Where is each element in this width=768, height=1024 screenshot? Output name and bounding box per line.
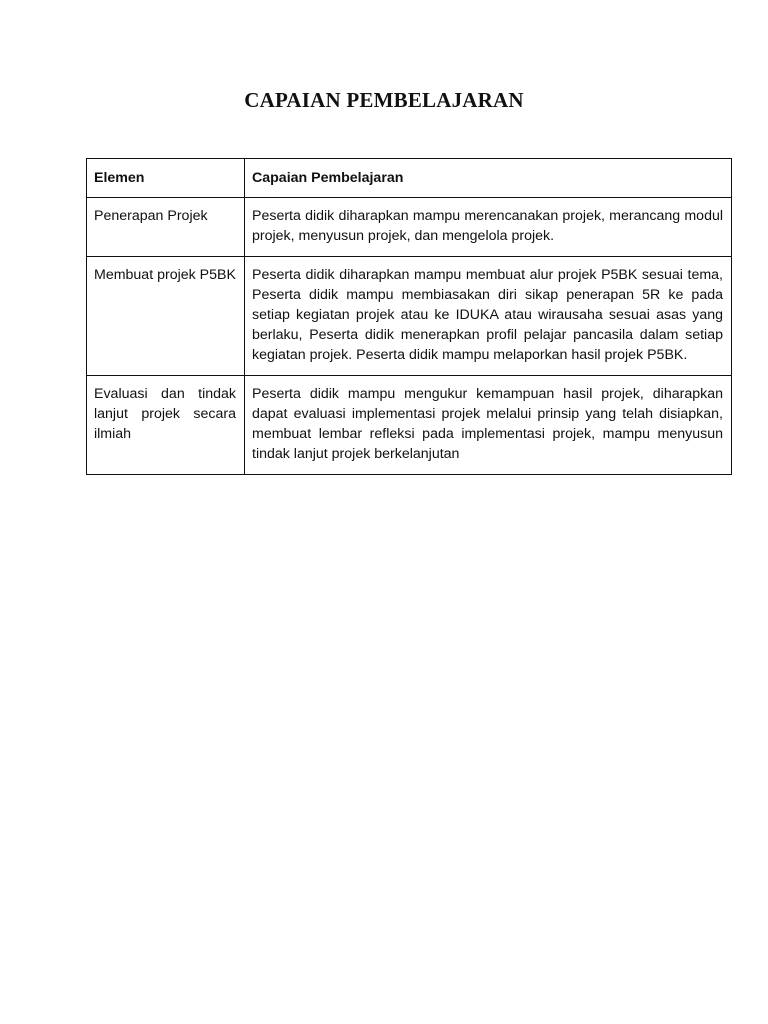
elemen-cell: Penerapan Projek bbox=[87, 198, 245, 257]
header-capaian-pembelajaran: Capaian Pembelajaran bbox=[245, 159, 732, 198]
table-row bbox=[87, 198, 732, 257]
table-row bbox=[87, 257, 732, 376]
capaian-cell: Peserta didik mampu mengukur kemampuan hasil projek, diharapkan dapat evaluasi implementasi projek melalui prinsip yang telah disiapkan, membuat lembar refleksi pada implementasi projek, mampu menyusun tindak lanjut projek berkelanjutan bbox=[245, 376, 732, 475]
table-header-row bbox=[87, 159, 732, 198]
header-elemen: Elemen bbox=[87, 159, 245, 198]
table-row bbox=[87, 376, 732, 475]
capaian-cell: Peserta didik diharapkan mampu membuat alur projek P5BK sesuai tema, Peserta didik mampu membiasakan diri sikap penerapan 5R ke pada setiap kegiatan projek atau ke IDUKA atau wirausaha sesuai asas yang berlaku, Peserta didik menerapkan profil pelajar pancasila dalam setiap kegiatan projek. Peserta didik mampu melaporkan hasil projek P5BK. bbox=[245, 257, 732, 376]
elemen-cell: Membuat projek P5BK bbox=[87, 257, 245, 376]
capaian-cell: Peserta didik diharapkan mampu merencanakan projek, merancang modul projek, menyusun projek, dan mengelola projek. bbox=[245, 198, 732, 257]
learning-outcomes-table bbox=[86, 158, 732, 475]
elemen-cell: Evaluasi dan tindak lanjut projek secara ilmiah bbox=[87, 376, 245, 475]
page-title: CAPAIAN PEMBELAJARAN bbox=[244, 88, 524, 112]
